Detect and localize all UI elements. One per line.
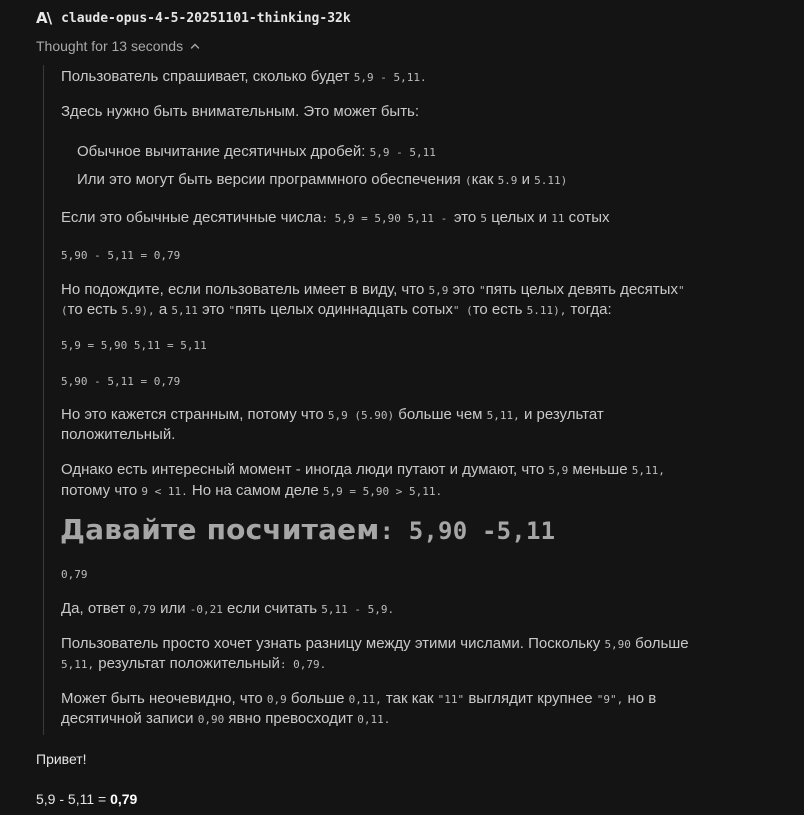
thinking-line: Но подождите, если пользователь имеет в виду, что 5,9 это "пять целых девять десятых" bbox=[61, 281, 685, 298]
thinking-line: Здесь нужно быть внимательным. Это может быть: bbox=[61, 103, 420, 120]
answer-result-value: 0,79 bbox=[110, 791, 138, 807]
answer-result: 5,9 - 5,11 = 0,79 bbox=[36, 791, 138, 807]
answer-greeting: Привет! bbox=[36, 751, 87, 767]
thinking-line: Однако есть интересный момент - иногда люди путают и думают, что 5,9 меньше 5,11, bbox=[61, 461, 665, 478]
thought-toggle-label: Thought for 13 seconds bbox=[36, 38, 184, 54]
code-line: 5,90 - 5,11 = 0,79 bbox=[61, 375, 181, 388]
thinking-list-item: Обычное вычитание десятичных дробей: 5,9 - 5,11 bbox=[77, 143, 436, 160]
chevron-up-icon bbox=[189, 40, 201, 52]
thinking-line: Может быть неочевидно, что 0,9 больше 0,11, так как "11" выглядит крупнее "9", но в bbox=[61, 690, 657, 707]
thinking-line: потому что 9 < 11. Но на самом деле 5,9 = 5,90 > 5,11. bbox=[61, 482, 443, 499]
thinking-line: Но это кажется странным, потому что 5,9 (5.90) больше чем 5,11, и результат bbox=[61, 406, 604, 423]
thinking-block bbox=[43, 65, 784, 735]
thinking-list-item: Или это могут быть версии программного обеспечения (как 5.9 и 5.11) bbox=[77, 171, 568, 188]
model-header bbox=[36, 9, 351, 27]
code-line: 5,90 - 5,11 = 0,79 bbox=[61, 249, 181, 262]
thought-toggle[interactable] bbox=[36, 38, 201, 54]
thinking-line: Пользователь спрашивает, сколько будет 5,9 - 5,11. bbox=[61, 68, 427, 85]
thinking-line: Пользователь просто хочет узнать разницу между этими числами. Поскольку 5,90 больше bbox=[61, 635, 689, 652]
thinking-line: Если это обычные десятичные числа: 5,9 = 5,90 5,11 - это 5 целых и 11 сотых bbox=[61, 209, 610, 226]
code-line: 5,9 = 5,90 5,11 = 5,11 bbox=[61, 339, 207, 352]
model-name: claude-opus-4-5-20251101-thinking-32k bbox=[61, 10, 351, 26]
code-line: 0,79 bbox=[61, 568, 88, 581]
anthropic-logo-icon: A\ bbox=[36, 9, 52, 27]
thinking-line: десятичной записи 0,90 явно превосходит 0,11. bbox=[61, 710, 391, 727]
thinking-heading: Давайте посчитаем: 5,90 -5,11 bbox=[60, 513, 556, 546]
thinking-line: 5,11, результат положительный: 0,79. bbox=[61, 655, 327, 672]
thinking-line: (то есть 5.9), а 5,11 это "пять целых одиннадцать сотых" (то есть 5.11), тогда: bbox=[61, 301, 612, 318]
thinking-line: Да, ответ 0,79 или -0,21 если считать 5,11 - 5,9. bbox=[61, 600, 395, 617]
thinking-line: положительный. bbox=[61, 426, 176, 443]
